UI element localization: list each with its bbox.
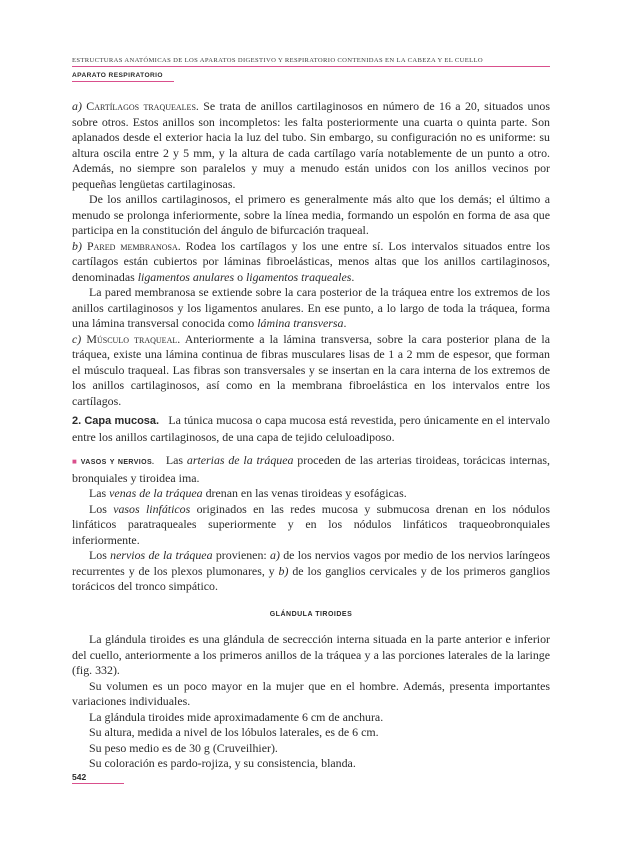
paragraph-tiroides-6: Su coloración es pardo-rojiza, y su consistencia, blanda. bbox=[89, 756, 356, 770]
term-ligamentos-anulares: ligamentos anulares bbox=[137, 269, 235, 284]
text-nervios-2: de los nervios vagos por medio de los nervios laríngeos recurrentes y de los plexos plumonares, y bbox=[72, 548, 551, 578]
page-number: 542 bbox=[72, 772, 87, 782]
text-pared-2: La pared membranosa se extiende sobre la cara posterior de la tráquea entre los extremos de los anillos cartilaginosos y los ligamentos anulares. En ese punto, a lo largo de toda la tráquea, forma una lámina transversal conocida como bbox=[72, 285, 550, 330]
heading-capa-mucosa: 2. Capa mucosa. bbox=[72, 415, 160, 427]
paragraph-arterias bbox=[72, 453, 550, 486]
label-vasos-nervios: VASOS Y NERVIOS. bbox=[80, 459, 155, 466]
body-text bbox=[72, 99, 550, 772]
paragraph-tiroides-5: Su peso medio es de 30 g (Cruveilhier). bbox=[89, 740, 278, 755]
paragraph-tiroides-4: Su altura, medida a nivel de los lóbulos laterales, es de 6 cm. bbox=[89, 725, 379, 739]
paragraph-tiroides-2: Su volumen es un poco mayor en la mujer que en el hombre. Además, presenta importantes variaciones individuales. bbox=[72, 678, 550, 708]
term-venas: venas de la tráquea bbox=[109, 486, 203, 500]
text-venas-pre: Las bbox=[89, 486, 107, 500]
text-nervios-1: provienen: bbox=[215, 548, 267, 562]
item-label-c: c) bbox=[72, 331, 82, 346]
item-label-b: b) bbox=[72, 238, 82, 253]
paragraph-linfaticos bbox=[72, 502, 550, 549]
text-musculo: Anteriormente a la lámina transversa, sobre la cara posterior plana de la tráquea, existe una lámina continua de fibras musculares lisas de 1 a 2 mm de espesor, que forman el músculo traqueal. Las fibras son transversales y se insertan en la cara interna de los extremos de los anillos cartilaginosos, así como en la membrana fibroelástica en los intervalos entre los cartílagos. bbox=[72, 331, 550, 408]
footer-rule bbox=[72, 783, 124, 784]
text-cartilagos: Se trata de anillos cartilaginosos en número de 16 a 20, situados unos sobre otros. Estos anillos son incompletos: les falta posteriormente una cuarta o quinta parte. Son aplanados desde el exterior hacia la luz del tubo. Sin embargo, su configuración no es uniforme: su altura oscila entre 2 y 5 mm, y la altura de cada cartílago varía notablemente de un punto a otro. Además, no siempre son paralelos y muy a menudo están unidos con los anillos vecinos por pequeñas lengüetas cartilaginosas. bbox=[72, 99, 550, 191]
text-pared-2-end: . bbox=[343, 316, 347, 330]
text-arterias-pre: Las bbox=[165, 453, 184, 467]
item-label-a: a) bbox=[72, 99, 82, 113]
text-pared: Rodea los cartílagos y los une entre sí. Los intervalos situados entre los cartílagos están cubiertos por láminas fibroelásticas, menos altas que los anillos cartilaginosos, denominadas bbox=[72, 238, 550, 284]
paragraph-anillos: De los anillos cartilaginosos, el primero es generalmente más alto que los demás; el último a menudo se prolonga inferiormente, sobre la línea media, formando un espolón en forma de asa que participa en la constitución del ángulo de bifurcación traqueal. bbox=[72, 192, 550, 237]
item-label-nervios-b: b) bbox=[278, 563, 289, 578]
paragraph-musculo bbox=[72, 332, 550, 410]
paragraph-tiroides-3: La glándula tiroides mide aproximadamente 6 cm de anchura. bbox=[89, 709, 384, 724]
paragraph-capa-mucosa bbox=[72, 413, 550, 445]
paragraph-pared bbox=[72, 239, 550, 286]
term-linfaticos: vasos linfáticos bbox=[113, 501, 191, 516]
paragraph-venas bbox=[72, 486, 550, 502]
term-cartilagos: Cartílagos traqueales. bbox=[86, 99, 199, 113]
text-pared-end: . bbox=[351, 269, 355, 284]
term-ligamentos-traqueales: ligamentos traqueales bbox=[246, 269, 352, 284]
text-venas: drenan en las venas tiroideas y esofágicas. bbox=[205, 486, 407, 500]
paragraph-pared-2 bbox=[72, 285, 550, 332]
paragraph-tiroides-1: La glándula tiroides es una glándula de secrección interna situada en la parte anterior e inferior del cuello, anteriormente a los primeros anillos de la tráquea y a las porciones laterales de la laringe (fig. 332). bbox=[72, 632, 550, 677]
text-arterias: proceden de las arterias tiroideas, torácicas internas, bronquiales y tiroidea ima. bbox=[72, 453, 550, 485]
text-capa-mucosa: La túnica mucosa o capa mucosa está revestida, pero únicamente en el intervalo entre los anillos cartilaginosos, de una capa de tejido celuloadiposo. bbox=[72, 413, 550, 444]
term-musculo: Músculo traqueal. bbox=[86, 331, 181, 346]
paragraph-cartilagos bbox=[72, 99, 550, 192]
text-nervios-pre: Los bbox=[89, 548, 107, 562]
text-nervios-3: de los ganglios cervicales y de los primeros ganglios torácicos del tronco simpático. bbox=[72, 563, 550, 593]
section-head: APARATO RESPIRATORIO bbox=[72, 72, 163, 79]
term-nervios: nervios de la tráquea bbox=[110, 548, 213, 562]
text-linfaticos-pre: Los bbox=[89, 501, 107, 516]
header-rule bbox=[72, 66, 550, 67]
term-pared: Pared membranosa. bbox=[86, 238, 181, 253]
term-arterias: arterias de la tráquea bbox=[186, 453, 294, 467]
bullet-square-icon: ■ bbox=[72, 457, 78, 466]
paragraph-nervios bbox=[72, 548, 550, 595]
term-lamina-transversa: lámina transversa bbox=[257, 316, 344, 330]
running-head: ESTRUCTURAS ANATÓMICAS DE LOS APARATOS DIGESTIVO Y RESPIRATORIO CONTENIDAS EN LA CABEZA Y EL CUELLO bbox=[72, 57, 484, 64]
item-label-nervios-a: a) bbox=[270, 548, 280, 562]
section-rule bbox=[72, 81, 174, 82]
heading-glandula-tiroides: GLÁNDULA TIROIDES bbox=[269, 610, 353, 618]
text-pared-join: o bbox=[237, 269, 244, 284]
text-linfaticos: originados en las redes mucosa y submucosa drenan en los nódulos linfáticos paratraqueales superiormente y en los nódulos linfáticos traqueobronquiales inferiormente. bbox=[72, 501, 550, 547]
